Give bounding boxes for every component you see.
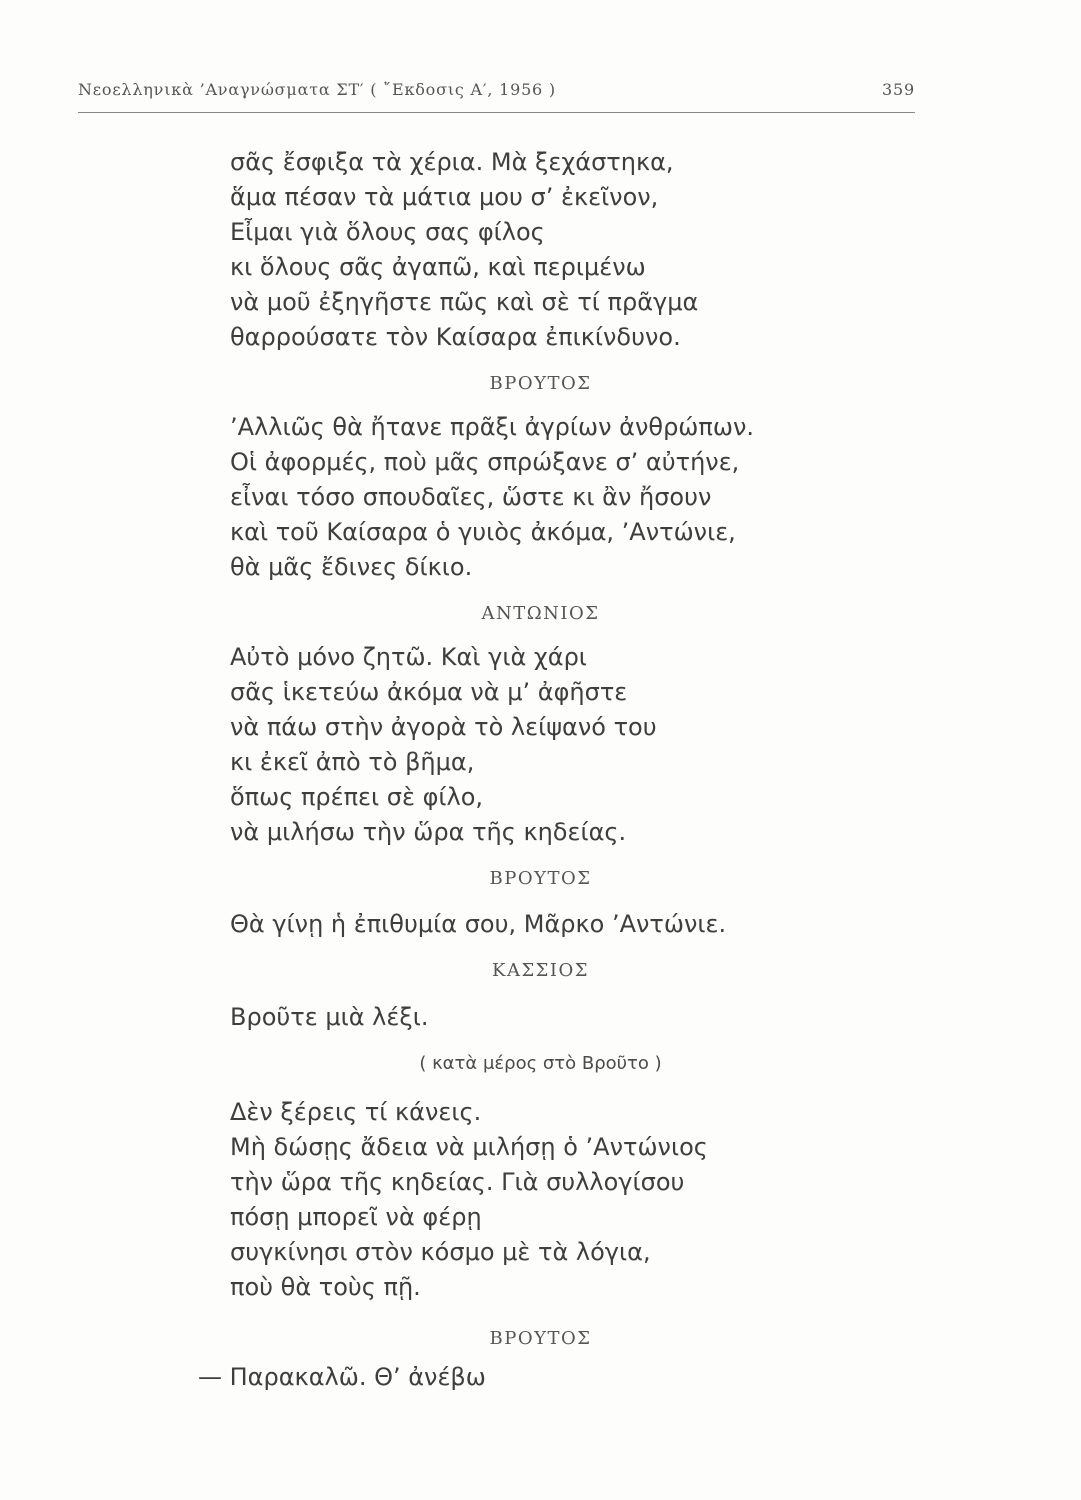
speaker-name: ΒΡΟΥΤΟΣ bbox=[489, 373, 592, 394]
verse-line: σᾶς ἱκετεύω ἀκόμα νὰ μ’ ἀφῆστε bbox=[230, 678, 628, 706]
speaker-name: ΒΡΟΥΤΟΣ bbox=[489, 868, 592, 889]
verse-line: κι ἐκεῖ ἀπὸ τὸ βῆμα, bbox=[230, 748, 475, 776]
verse-line: τὴν ὥρα τῆς κηδείας. Γιὰ συλλογίσου bbox=[230, 1168, 685, 1196]
verse-line: νὰ μιλήσω τὴν ὥρα τῆς κηδείας. bbox=[230, 818, 627, 846]
verse-line: Δὲν ξέρεις τί κάνεις. bbox=[230, 1098, 482, 1126]
verse-line: Εἶμαι γιὰ ὅλους σας φίλος bbox=[230, 218, 545, 246]
verse-line: θὰ μᾶς ἔδινες δίκιο. bbox=[230, 553, 473, 581]
verse-line: ὅπως πρέπει σὲ φίλο, bbox=[230, 783, 484, 811]
verse-line: θαρρούσατε τὸν Καίσαρα ἐπικίνδυνο. bbox=[230, 323, 681, 351]
verse-line: συγκίνησι στὸν κόσμο μὲ τὰ λόγια, bbox=[230, 1238, 651, 1266]
page-number: 359 bbox=[882, 80, 915, 99]
verse-line: σᾶς ἔσφιξα τὰ χέρια. Μὰ ξεχάστηκα, bbox=[230, 148, 674, 176]
stage-direction: ( κατὰ μέρος στὸ Βροῦτο ) bbox=[419, 1053, 662, 1074]
verse-line: — Παρακαλῶ. Θ’ ἀνέβω bbox=[198, 1363, 486, 1391]
verse-line: εἶναι τόσο σπουδαῖες, ὥστε κι ἂν ἤσουν bbox=[230, 483, 712, 511]
speaker-name: ΑΝΤΩΝΙΟΣ bbox=[481, 603, 600, 624]
verse-line: Θὰ γίνῃ ἡ ἐπιθυμία σου, Μᾶρκο ’Αντώνιε. bbox=[230, 910, 727, 938]
verse-line: νὰ μοῦ ἐξηγῆστε πῶς καὶ σὲ τί πρᾶγμα bbox=[230, 288, 699, 316]
verse-line: ’Αλλιῶς θὰ ἤτανε πρᾶξι ἀγρίων ἀνθρώπων. bbox=[230, 413, 754, 441]
running-header bbox=[78, 80, 915, 104]
header-rule bbox=[78, 112, 915, 113]
verse-line: Αὐτὸ μόνο ζητῶ. Καὶ γιὰ χάρι bbox=[230, 643, 587, 671]
verse-line: Βροῦτε μιὰ λέξι. bbox=[230, 1003, 429, 1031]
verse-line: ἅμα πέσαν τὰ μάτια μου σ’ ἐκεῖνον, bbox=[230, 183, 659, 211]
verse-line: κι ὅλους σᾶς ἀγαπῶ, καὶ περιμένω bbox=[230, 253, 646, 281]
verse-line: νὰ πάω στὴν ἀγορὰ τὸ λείψανό του bbox=[230, 713, 657, 741]
verse-line: πόσῃ μπορεῖ νὰ φέρῃ bbox=[230, 1203, 482, 1231]
running-header-title: Νεοελληνικὰ ’Αναγνώσματα ΣΤ′ ( ῎Εκδοσις Α′, 1956 ) bbox=[78, 80, 556, 99]
verse-line: Οἱ ἀφορμές, ποὺ μᾶς σπρώξανε σ’ αὐτήνε, bbox=[230, 448, 740, 476]
verse-line: Μὴ δώσῃς ἄδεια νὰ μιλήσῃ ὁ ’Αντώνιος bbox=[230, 1133, 708, 1161]
verse-line: καὶ τοῦ Καίσαρα ὁ γυιὸς ἀκόμα, ’Αντώνιε, bbox=[230, 518, 736, 546]
speaker-name: ΚΑΣΣΙΟΣ bbox=[492, 960, 589, 981]
verse-line: ποὺ θὰ τοὺς πῇ. bbox=[230, 1273, 421, 1301]
speaker-name: ΒΡΟΥΤΟΣ bbox=[489, 1328, 592, 1349]
